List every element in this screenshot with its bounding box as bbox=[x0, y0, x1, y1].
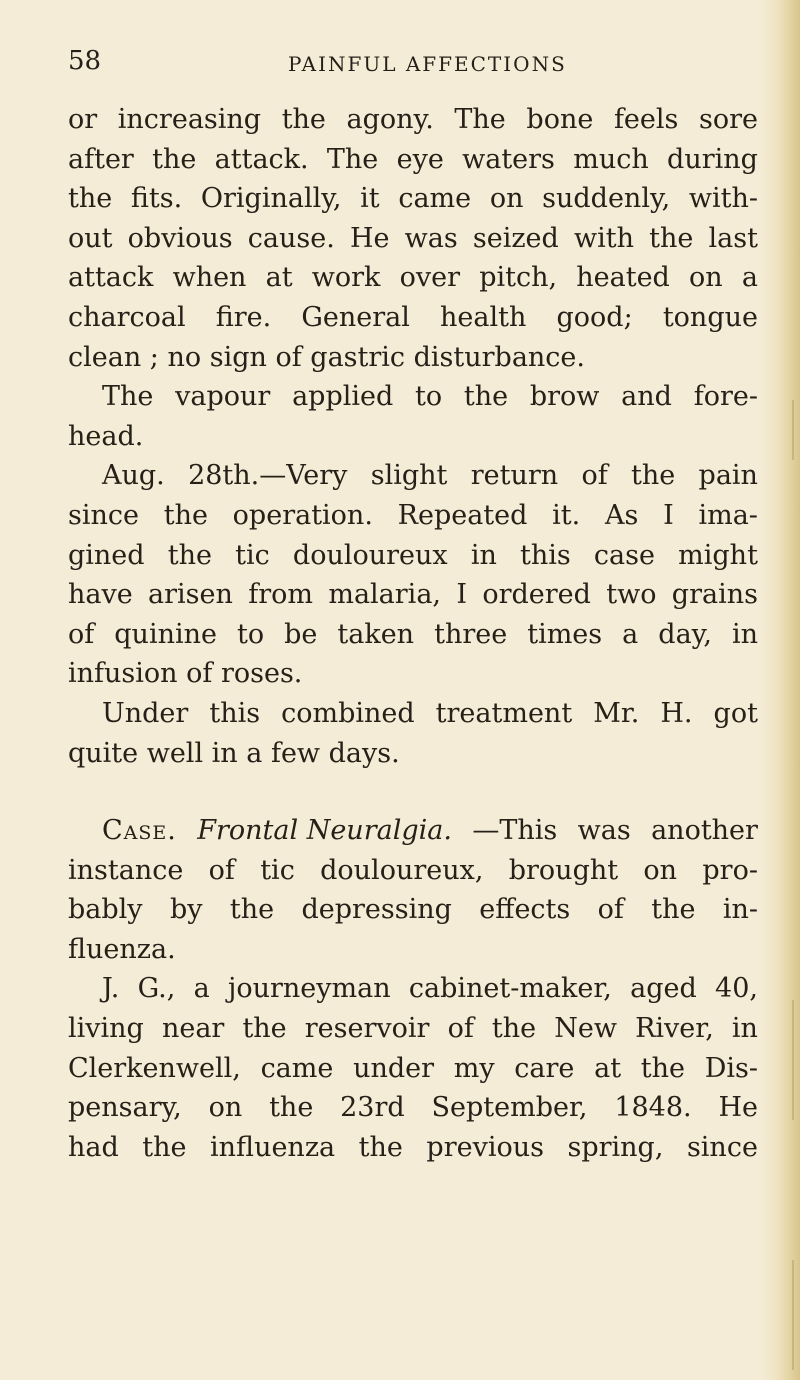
word: this bbox=[209, 697, 261, 729]
word: on bbox=[689, 262, 723, 294]
word: combined bbox=[281, 697, 415, 729]
word: of bbox=[447, 1013, 474, 1045]
text-line bbox=[68, 496, 758, 536]
word: G., bbox=[137, 973, 176, 1005]
word: by bbox=[169, 894, 203, 926]
word: might bbox=[678, 539, 758, 571]
word: the bbox=[491, 1013, 537, 1045]
word: He bbox=[718, 1092, 758, 1124]
word: agony. bbox=[346, 104, 434, 135]
running-title: PAINFUL AFFECTIONS bbox=[288, 52, 567, 76]
word: be bbox=[284, 618, 318, 650]
word: douloureux, bbox=[320, 854, 484, 886]
word: on bbox=[643, 854, 678, 886]
word: was bbox=[577, 815, 631, 847]
text-line bbox=[68, 575, 758, 615]
word: pro- bbox=[702, 854, 758, 886]
word: The bbox=[102, 381, 154, 413]
word: from bbox=[248, 579, 314, 611]
text-line bbox=[68, 1088, 758, 1128]
word: Dis- bbox=[704, 1052, 758, 1084]
word: applied bbox=[292, 381, 394, 413]
word: reservoir bbox=[304, 1013, 430, 1045]
word: attack bbox=[68, 262, 154, 294]
word: of bbox=[597, 894, 624, 926]
word: increasing bbox=[117, 104, 262, 135]
word: pensary, bbox=[68, 1092, 182, 1124]
word: have bbox=[68, 579, 133, 611]
word: gined bbox=[68, 539, 145, 571]
word: two bbox=[606, 579, 657, 611]
edge-shadow bbox=[792, 400, 794, 460]
word: the bbox=[649, 222, 694, 254]
word: As bbox=[604, 499, 639, 531]
text-line bbox=[68, 140, 758, 180]
word: got bbox=[713, 697, 758, 729]
word: spring, bbox=[567, 1131, 664, 1163]
word: seized bbox=[472, 222, 559, 254]
word: on bbox=[208, 1092, 243, 1124]
word: of bbox=[208, 854, 235, 886]
text-line: clean ; no sign of gastric disturbance. bbox=[68, 341, 585, 373]
word: this bbox=[520, 539, 571, 571]
word: 23rd bbox=[340, 1092, 405, 1124]
word: the bbox=[142, 1131, 187, 1163]
word: tic bbox=[260, 854, 295, 886]
word: obvious bbox=[127, 222, 233, 254]
case-title: Frontal Neuralgia. bbox=[197, 815, 452, 847]
word: J. bbox=[102, 973, 120, 1005]
page-header bbox=[68, 40, 748, 80]
word: with- bbox=[688, 183, 758, 215]
word: 40, bbox=[715, 973, 758, 1005]
text-line: quite well in a few days. bbox=[68, 737, 400, 769]
text-line bbox=[68, 179, 758, 219]
word: under bbox=[353, 1052, 435, 1084]
word: in- bbox=[722, 894, 758, 926]
word: the bbox=[68, 183, 113, 215]
word: New bbox=[554, 1013, 617, 1045]
word: the bbox=[463, 381, 509, 413]
word: the bbox=[269, 1092, 314, 1124]
word: the bbox=[358, 1131, 403, 1163]
text-line: fluenza. bbox=[68, 933, 176, 965]
word: pain bbox=[698, 460, 758, 492]
word: suddenly, bbox=[542, 183, 671, 215]
word: cabinet-maker, bbox=[408, 973, 612, 1005]
word: fire. bbox=[215, 301, 272, 333]
word: three bbox=[434, 618, 508, 650]
word: the bbox=[281, 104, 326, 135]
text-line bbox=[68, 1009, 758, 1049]
word: ima- bbox=[698, 499, 758, 531]
word: living bbox=[68, 1013, 144, 1045]
word: the bbox=[640, 1052, 685, 1084]
word: 1848. bbox=[614, 1092, 692, 1124]
word: 28th.—Very bbox=[188, 460, 348, 492]
word: during bbox=[667, 143, 758, 175]
word: quinine bbox=[114, 618, 217, 650]
word: day, bbox=[658, 618, 712, 650]
word: case bbox=[593, 539, 655, 571]
word: the bbox=[651, 894, 696, 926]
word: Repeated bbox=[397, 499, 528, 531]
word: to bbox=[415, 381, 443, 413]
word: with bbox=[573, 222, 634, 254]
text-line bbox=[68, 536, 758, 576]
edge-shadow bbox=[792, 1260, 794, 1370]
word: Clerkenwell, bbox=[68, 1052, 241, 1084]
word: I bbox=[456, 579, 467, 611]
text-line bbox=[68, 694, 758, 734]
word: Mr. bbox=[593, 697, 640, 729]
word: eye bbox=[396, 143, 444, 175]
word: the bbox=[242, 1013, 287, 1045]
word: was bbox=[404, 222, 458, 254]
text-line bbox=[68, 100, 758, 140]
word: fore- bbox=[693, 381, 758, 413]
word: in bbox=[731, 618, 758, 650]
text-line bbox=[68, 219, 758, 259]
paragraph-gap bbox=[68, 773, 758, 811]
word: in bbox=[470, 539, 497, 571]
word: treatment bbox=[435, 697, 573, 729]
word: and bbox=[621, 381, 672, 413]
word: another bbox=[651, 815, 758, 847]
word: on bbox=[489, 183, 524, 215]
word: depressing bbox=[301, 894, 452, 926]
word: bably bbox=[68, 894, 143, 926]
word: instance bbox=[68, 854, 184, 886]
word: tongue bbox=[662, 301, 758, 333]
word: feels bbox=[613, 104, 679, 135]
text-line bbox=[68, 1049, 758, 1089]
word: came bbox=[260, 1052, 334, 1084]
word: to bbox=[236, 618, 265, 650]
word: slight bbox=[370, 460, 448, 492]
word: a bbox=[741, 262, 758, 294]
word: The bbox=[454, 104, 506, 135]
word: of bbox=[68, 618, 95, 650]
word: the bbox=[631, 460, 676, 492]
word: bone bbox=[526, 104, 594, 135]
word: good; bbox=[556, 301, 633, 333]
word: last bbox=[708, 222, 758, 254]
word: since bbox=[68, 499, 139, 531]
word: operation. bbox=[232, 499, 373, 531]
word: attack. bbox=[214, 143, 309, 175]
word: malaria, bbox=[328, 579, 441, 611]
word: the bbox=[152, 143, 197, 175]
word: care bbox=[514, 1052, 575, 1084]
word: near bbox=[161, 1013, 225, 1045]
edge-shadow bbox=[792, 1000, 794, 1120]
word: over bbox=[399, 262, 461, 294]
word: at bbox=[594, 1052, 622, 1084]
word: Aug. bbox=[102, 460, 165, 492]
word: it. bbox=[552, 499, 581, 531]
word: Under bbox=[102, 697, 189, 729]
word: when bbox=[172, 262, 247, 294]
word: a bbox=[193, 973, 210, 1005]
word: the bbox=[167, 539, 212, 571]
page-edge bbox=[760, 0, 800, 1380]
word: General bbox=[301, 301, 410, 333]
text-line bbox=[68, 298, 758, 338]
word: September, bbox=[431, 1092, 588, 1124]
text-line bbox=[68, 1128, 758, 1168]
word: pitch, bbox=[479, 262, 558, 294]
word: Originally, bbox=[200, 183, 342, 215]
word: the bbox=[163, 499, 208, 531]
word: heated bbox=[576, 262, 670, 294]
word: work bbox=[311, 262, 381, 294]
word: out bbox=[68, 222, 113, 254]
word: return bbox=[470, 460, 559, 492]
word: times bbox=[527, 618, 603, 650]
word: I bbox=[663, 499, 674, 531]
word: brow bbox=[529, 381, 600, 413]
word: or bbox=[68, 104, 98, 135]
text-line bbox=[68, 890, 758, 930]
word: aged bbox=[630, 973, 697, 1005]
text-line bbox=[68, 615, 758, 655]
word: health bbox=[440, 301, 527, 333]
body-text bbox=[68, 100, 758, 1167]
word: of bbox=[581, 460, 608, 492]
word: since bbox=[686, 1131, 758, 1163]
word: brought bbox=[508, 854, 619, 886]
text-line bbox=[68, 851, 758, 891]
word: H. bbox=[660, 697, 693, 729]
word: journeyman bbox=[227, 973, 391, 1005]
word: grains bbox=[671, 579, 758, 611]
word: came bbox=[398, 183, 472, 215]
word: arisen bbox=[148, 579, 233, 611]
word: sore bbox=[699, 104, 758, 135]
word: at bbox=[265, 262, 293, 294]
text-line bbox=[68, 377, 758, 417]
word: douloureux bbox=[292, 539, 448, 571]
word: in bbox=[731, 1013, 758, 1045]
word: vapour bbox=[175, 381, 271, 413]
word: had bbox=[68, 1131, 119, 1163]
word: influenza bbox=[210, 1131, 336, 1163]
word: He bbox=[349, 222, 390, 254]
word: my bbox=[453, 1052, 495, 1084]
word: the bbox=[229, 894, 275, 926]
word: —This bbox=[472, 815, 558, 847]
word: tic bbox=[235, 539, 270, 571]
word: River, bbox=[635, 1013, 714, 1045]
word: waters bbox=[462, 143, 555, 175]
text-line: infusion of roses. bbox=[68, 658, 303, 690]
word: ordered bbox=[482, 579, 591, 611]
word: much bbox=[573, 143, 649, 175]
word: cause. bbox=[247, 222, 335, 254]
text-line bbox=[68, 969, 758, 1009]
word: taken bbox=[337, 618, 415, 650]
word: it bbox=[360, 183, 380, 215]
case-heading-line bbox=[68, 811, 758, 851]
text-line bbox=[68, 258, 758, 298]
case-label: Case. bbox=[102, 815, 177, 847]
text-line bbox=[68, 456, 758, 496]
word: a bbox=[622, 618, 639, 650]
page-number: 58 bbox=[68, 46, 102, 76]
word: fits. bbox=[130, 183, 183, 215]
word: The bbox=[326, 143, 379, 175]
word: previous bbox=[426, 1131, 544, 1163]
text-line: head. bbox=[68, 420, 144, 452]
word: after bbox=[68, 143, 134, 175]
word: charcoal bbox=[68, 301, 186, 333]
word: effects bbox=[479, 894, 571, 926]
